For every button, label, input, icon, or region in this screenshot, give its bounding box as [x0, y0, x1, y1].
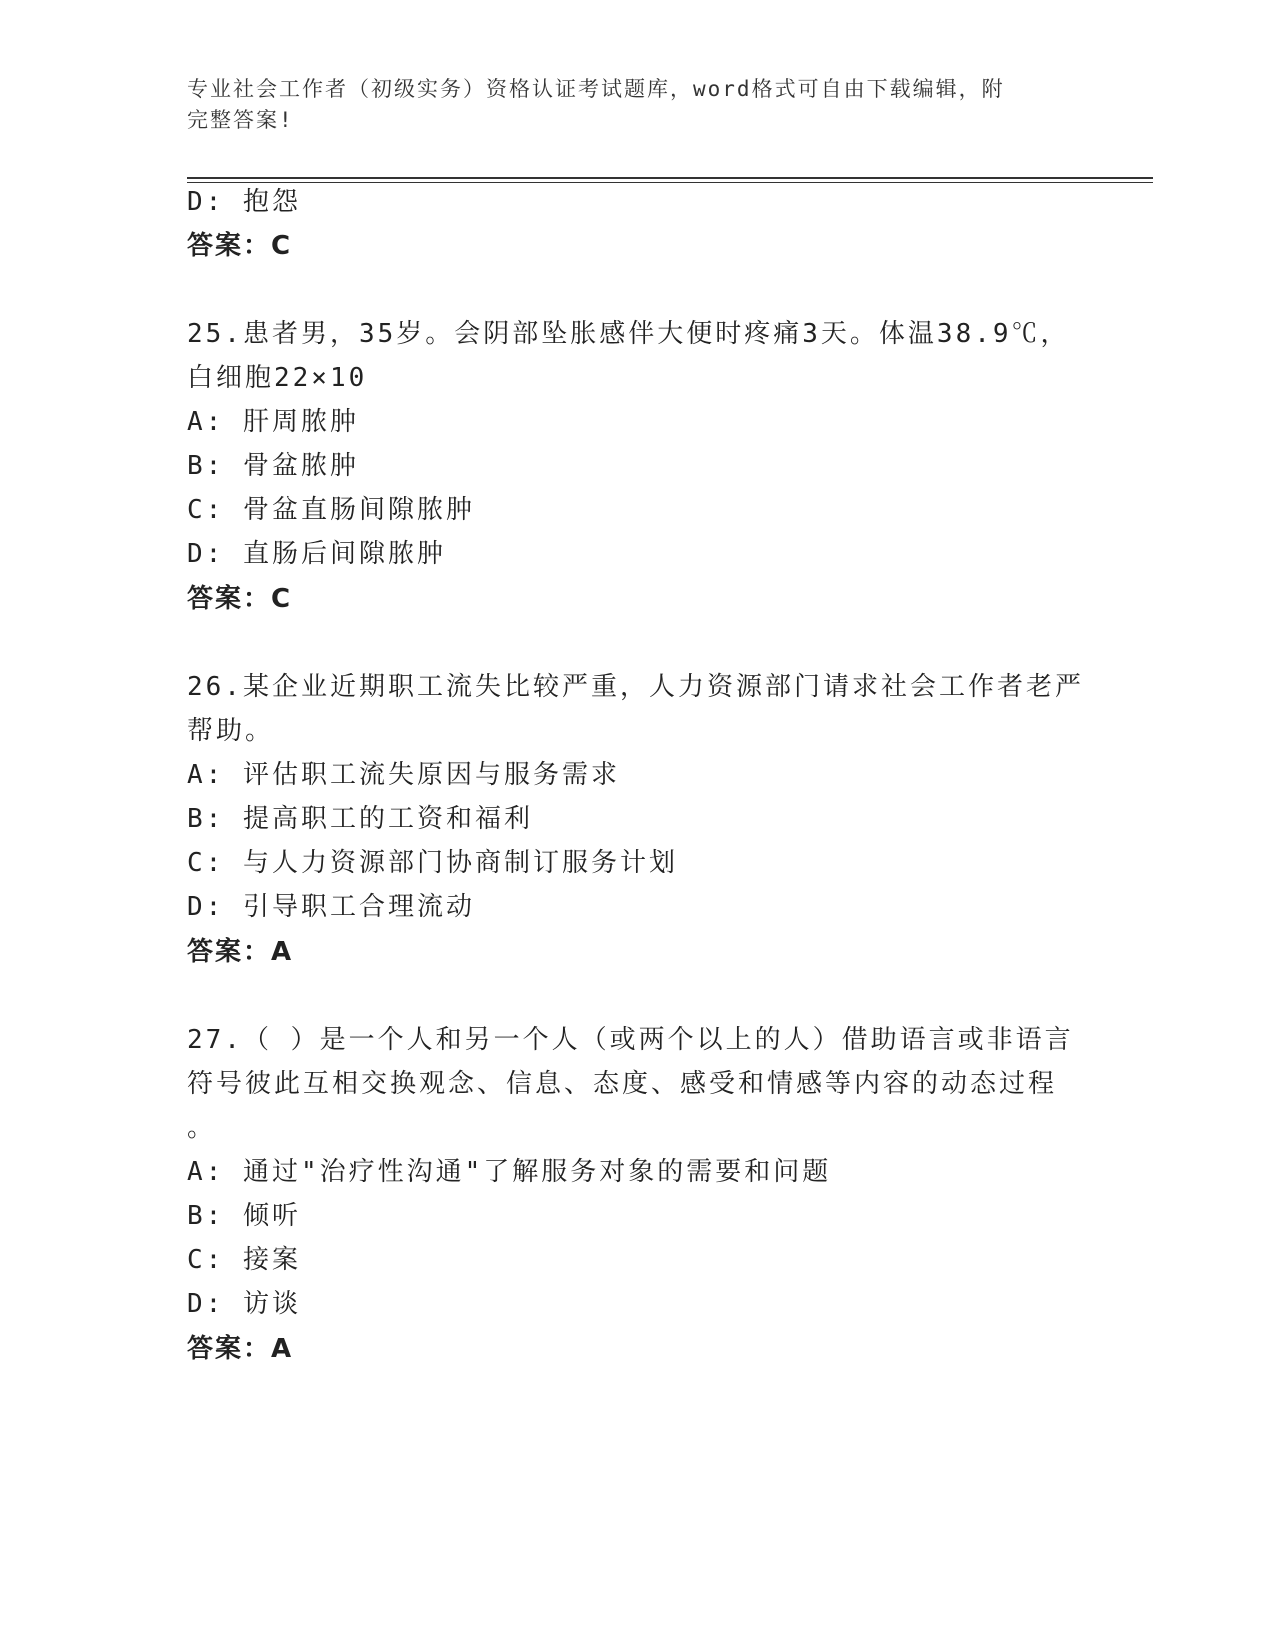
q25-stem-line-1: 25.患者男，35岁。会阴部坠胀感伴大便时疼痛3天。体温38.9℃，	[187, 319, 1070, 349]
q25-option-c: C: 骨盆直肠间隙脓肿	[187, 495, 475, 525]
q27-option-b: B: 倾听	[187, 1201, 301, 1231]
q27-option-c: C: 接案	[187, 1245, 301, 1275]
q27-stem-line-3: 。	[187, 1113, 217, 1143]
q26-option-b: B: 提高职工的工资和福利	[187, 804, 533, 834]
prev-option-d: D: 抱怨	[187, 187, 301, 217]
q25-answer: 答案：C	[187, 584, 293, 614]
header-line-2: 完整答案!	[187, 108, 294, 132]
q25-option-b: B: 骨盆脓肿	[187, 451, 359, 481]
header-divider-thin	[187, 182, 1153, 183]
q27-option-d: D: 访谈	[187, 1289, 301, 1319]
q27-answer: 答案：A	[187, 1334, 294, 1364]
q26-option-d: D: 引导职工合理流动	[187, 892, 475, 922]
header-divider-thick	[187, 177, 1153, 179]
q26-stem-line-1: 26.某企业近期职工流失比较严重，人力资源部门请求社会工作者老严	[187, 672, 1084, 702]
q27-stem-line-1: 27.（ ）是一个人和另一个人（或两个以上的人）借助语言或非语言	[187, 1025, 1074, 1055]
q26-stem-line-2: 帮助。	[187, 716, 275, 746]
q27-option-a: A: 通过"治疗性沟通"了解服务对象的需要和问题	[187, 1157, 832, 1187]
q25-stem-line-2: 白细胞22×10	[187, 363, 368, 393]
header-line-1: 专业社会工作者（初级实务）资格认证考试题库，word格式可自由下载编辑，附	[187, 77, 1005, 101]
q26-option-c: C: 与人力资源部门协商制订服务计划	[187, 848, 678, 878]
q25-option-d: D: 直肠后间隙脓肿	[187, 539, 446, 569]
q26-answer: 答案：A	[187, 937, 294, 967]
q27-stem-line-2: 符号彼此互相交换观念、信息、态度、感受和情感等内容的动态过程	[187, 1069, 1058, 1099]
q26-option-a: A: 评估职工流失原因与服务需求	[187, 760, 620, 790]
prev-answer: 答案：C	[187, 231, 293, 261]
document-header	[187, 74, 1067, 136]
q25-option-a: A: 肝周脓肿	[187, 407, 359, 437]
